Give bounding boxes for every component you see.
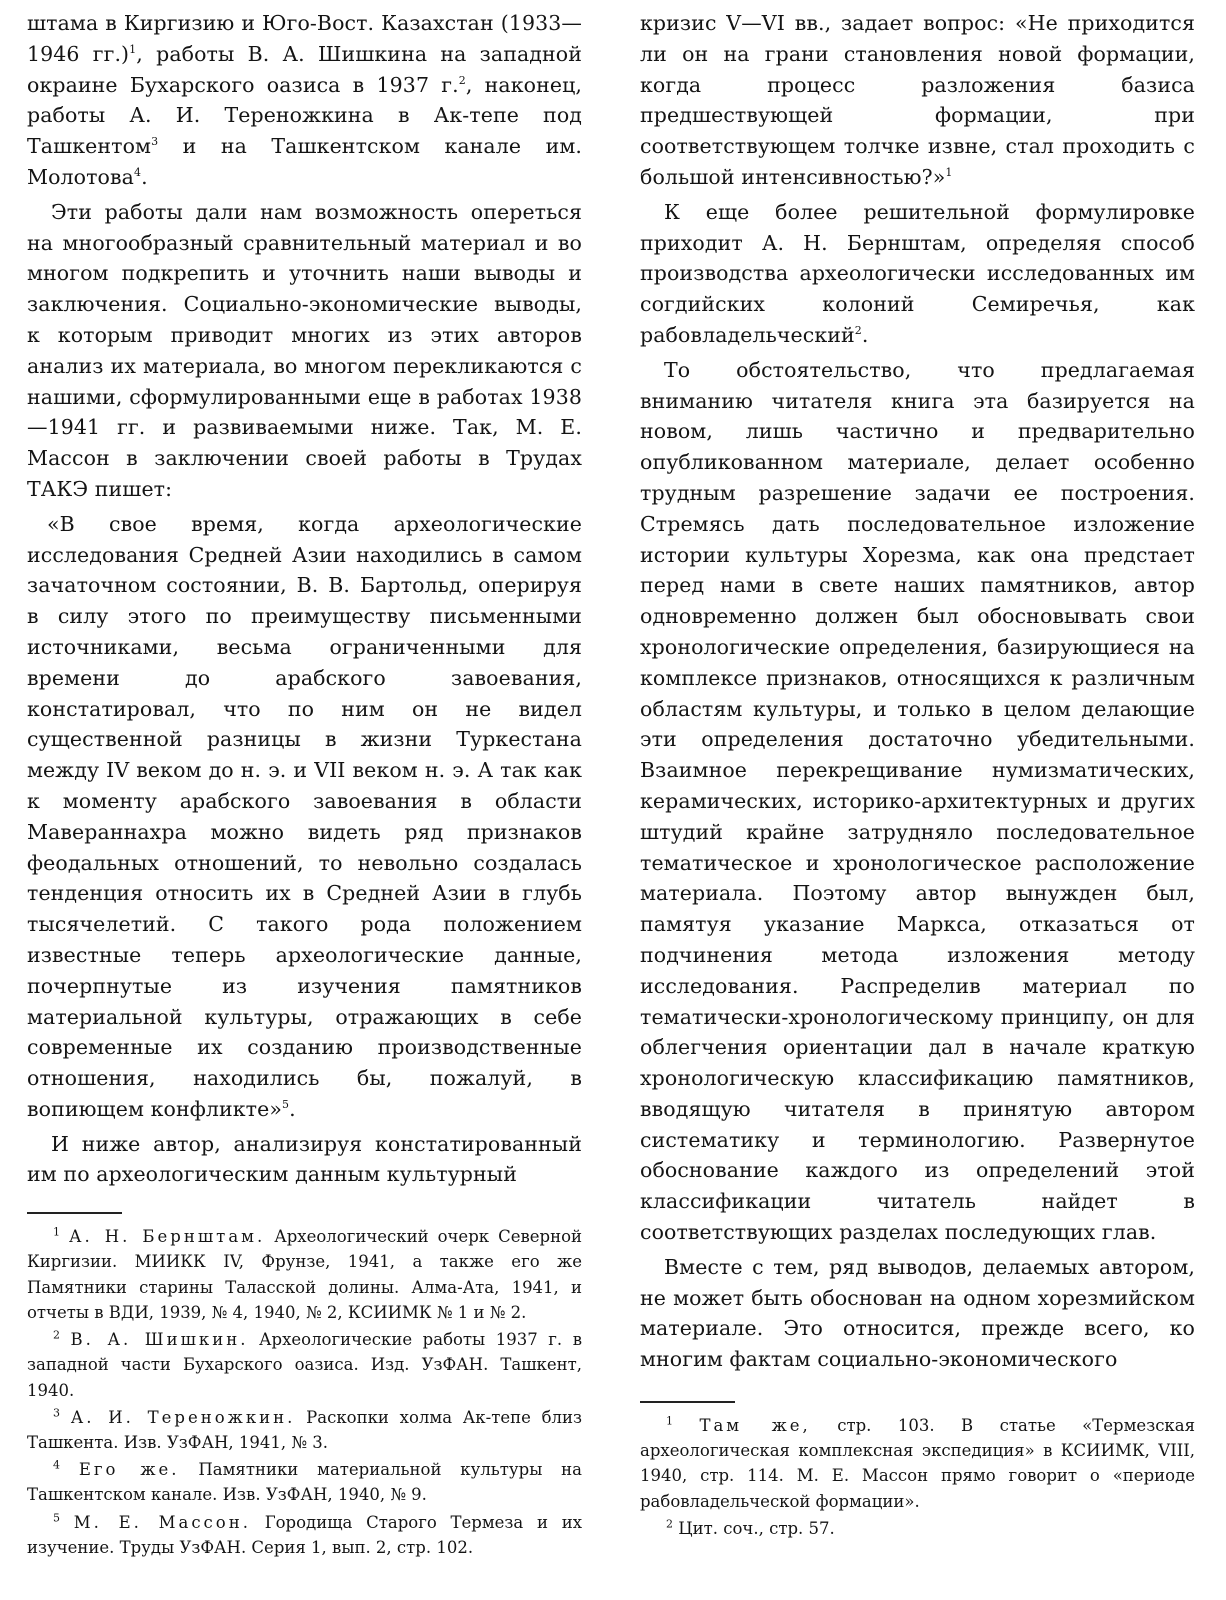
- left-footnotes: [27, 1224, 582, 1560]
- paragraph: Вместе с тем, ряд выводов, делаемых автором, не может быть обоснован на одном хорезмийском материале. Это относится, прежде всего, ко многим фактам социально-экономического: [640, 1254, 1195, 1372]
- paragraph: кризис V—VI вв., задает вопрос: «Не приходится ли он на грани становления новой формации, когда процесс разложения базиса предшествующей формации, при соответствующем толчке извне, стал проходить с большой интенсивностью?»$^1$: [640, 11, 1195, 189]
- footnote-separator: [27, 1212, 122, 1214]
- left-column: [27, 8, 582, 1562]
- paragraph: Эти работы дали нам возможность опереться на многообразный сравнительный материал и во многом подкрепить и уточнить наши выводы и заключения. Социально-экономические выводы, к которым приводит многих из этих авторов анализ их материала, во многом перекликаются с нашими, сформулированными еще в работах 1938—1941 гг. и развиваемыми ниже. Так, М. Е. Массон в заключении своей работы в Трудах ТАКЭ пишет:: [27, 199, 582, 501]
- quotation-paragraph: «В свое время, когда археологические исследования Средней Азии находились в самом зачаточном состоянии, В. В. Бартольд, оперируя в силу этого по преимуществу письменными источниками, весьма ограниченными для времени до арабского завоевания, констатировал, что по ним он не видел существенной разницы в жизни Туркестана между IV веком до н. э. и VII веком н. э. А так как к моменту арабского завоевания в области Мавераннахра можно видеть ряд признаков феодальных отношений, то невольно создалась тенденция относить их в Средней Азии в глубь тысячелетий. С такого рода положением известные теперь археологические данные, почерпнутые из изучения памятников материальной культуры, отражающих в себе современные их созданию производственные отношения, находились бы, пожалуй, в вопиющем конфликте»$^5$.: [27, 511, 582, 1121]
- footnote-separator: [640, 1401, 735, 1403]
- right-main-text: [640, 8, 1195, 1375]
- paragraph: штама в Киргизию и Юго-Вост. Казахстан (1933—1946 гг.)$^1$, работы В. А. Шишкина на западной окраине Бухарского оазиса в 1937 г.$^2$, наконец, работы А. И. Тереножкина в Ак-тепе под Ташкентом$^3$ и на Ташкентском канале им. Молотова$^4$.: [27, 11, 582, 189]
- footnote: $^5$ М. Е. Массон. Городища Старого Термеза и их изучение. Труды УзФАН. Серия 1, вып. 2, стр. 102.: [27, 1511, 582, 1557]
- footnote: $^2$ Цит. соч., стр. 57.: [666, 1517, 835, 1538]
- footnote: $^2$ В. А. Шишкин. Археологические работы 1937 г. в западной части Бухарского оазиса. Изд. УзФАН. Ташкент, 1940.: [27, 1328, 582, 1400]
- footnote: $^1$ Там же, стр. 103. В статье «Термезская археологическая комплексная экспедиция» в КСИИМК, VIII, 1940, стр. 114. М. Е. Массон прямо говорит о «периоде рабовладельческой формации».: [640, 1414, 1195, 1511]
- paragraph: К еще более решительной формулировке приходит А. Н. Бернштам, определяя способ производства археологически исследованных им согдийских колоний Семиречья, как рабовладельческий$^2$.: [640, 199, 1195, 347]
- paragraph: И ниже автор, анализируя констатированный им по археологическим данным культурный: [27, 1131, 582, 1187]
- footnote: $^3$ А. И. Тереножкин. Раскопки холма Ак-тепе близ Ташкента. Изв. УзФАН, 1941, № 3.: [27, 1406, 583, 1452]
- left-main-text: [27, 8, 582, 1190]
- footnote: $^1$ А. Н. Бернштам. Археологический очерк Северной Киргизии. МИИКК IV, Фрунзе, 1941, а также его же Памятники старины Таласской долины. Алма-Ата, 1941, и отчеты в ВДИ, 1939, № 4, 1940, № 2, КСИИМК № 1 и № 2.: [27, 1225, 582, 1322]
- right-footnotes: [640, 1413, 1195, 1541]
- footnote: $^4$ Его же. Памятники материальной культуры на Ташкентском канале. Изв. УзФАН, 1940, № 9.: [27, 1458, 582, 1505]
- right-column: [640, 8, 1195, 1543]
- paragraph: То обстоятельство, что предлагаемая вниманию читателя книга эта базируется на новом, лишь частично и предварительно опубликованном материале, делает особенно трудным разрешение задачи ее построения. Стремясь дать последовательное изложение истории культуры Хорезма, как она предстает перед нами в свете наших памятников, автор одновременно должен был обосновывать свои хронологические определения, базирующиеся на комплексе признаков, относящихся к различным областям культуры, и только в целом делающие эти определения достаточно убедительными. Взаимное перекрещивание нумизматических, керамических, историко-архитектурных и других штудий крайне затрудняло последовательное тематическое и хронологическое расположение материала. Поэтому автор вынужден был, памятуя указание Маркса, отказаться от подчинения метода изложения методу исследования. Распределив материал по тематически-хронологическому принципу, он для облегчения ориентации дал в начале краткую хронологическую классификацию памятников, вводящую читателя в принятую автором систематику и терминологию. Развернутое обоснование каждого из определений этой классификации читатель найдет в соответствующих разделах последующих глав.: [640, 357, 1195, 1245]
